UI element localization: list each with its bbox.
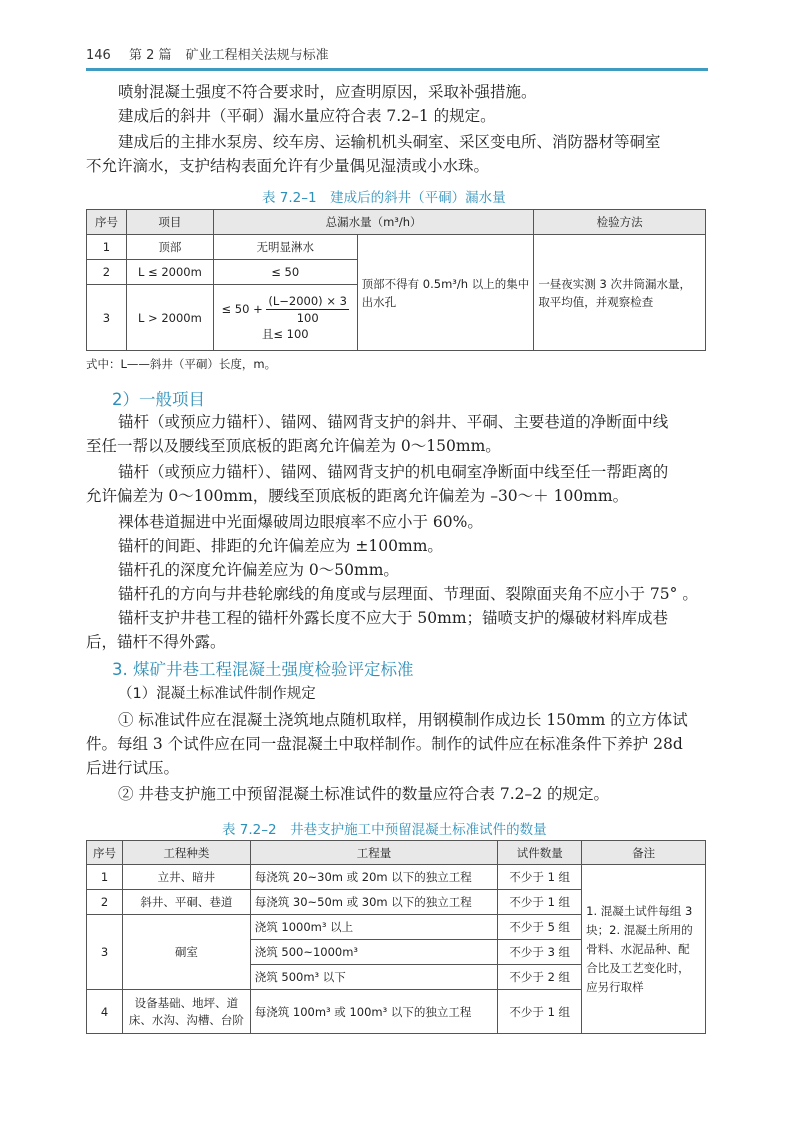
page-number: 146 (86, 48, 111, 63)
running-header (86, 44, 706, 66)
header-rule (86, 68, 708, 71)
t1-row3-no: 3 (87, 285, 127, 351)
t2-row3-type: 硐室 (122, 915, 250, 990)
intro-line-4: 不允许滴水，支护结构表面允许有少量偶见湿渍或小水珠。 (86, 157, 490, 175)
s3-line-4: ② 井巷支护施工中预留混凝土标准试件的数量应符合表 7.2–2 的规定。 (118, 785, 610, 803)
t1-formula-suffix: 且≤ 100 (261, 327, 309, 341)
t2-header-count: 试件数量 (498, 841, 582, 865)
t2-row3-no: 3 (87, 915, 123, 990)
s2-line-1: 锚杆（或预应力锚杆）、锚网、锚网背支护的斜井、平硐、主要巷道的净断面中线 (118, 413, 669, 431)
part-label: 第 2 篇 (128, 48, 172, 63)
t2-header-amount: 工程量 (250, 841, 498, 865)
t2-remark: 1. 混凝土试件每组 3 块；2. 混凝土所用的骨料、水泥品种、配合比及工艺变化时，应另行取样 (582, 865, 706, 1034)
t2-row4-amount: 每浇筑 100m³ 或 100m³ 以下的独立工程 (250, 990, 498, 1034)
s3-subheading: （1）混凝土标准试件制作规定 (118, 686, 316, 702)
t1-header-total: 总漏水量（m³/h） (213, 210, 533, 235)
t1-formula-denominator: 100 (296, 311, 319, 325)
t2-row1-count: 不少于 1 组 (498, 865, 582, 890)
intro-line-3: 建成后的主排水泵房、绞车房、运输机机头硐室、采区变电所、消防器材等硐室 (118, 133, 661, 151)
t2-row1-no: 1 (87, 865, 123, 890)
t2-row1-type: 立井、暗井 (122, 865, 250, 890)
t1-row1-value: 无明显淋水 (213, 235, 357, 260)
s2-line-3: 锚杆（或预应力锚杆）、锚网、锚网背支护的机电硐室净断面中线至任一帮距离的 (118, 463, 669, 481)
t2-header-remark: 备注 (582, 841, 706, 865)
t1-formula-prefix: ≤ 50 + (221, 302, 263, 316)
intro-line-1: 喷射混凝土强度不符合要求时，应查明原因，采取补强措施。 (118, 83, 537, 101)
t2-header-no: 序号 (87, 841, 123, 865)
t2-row4-count: 不少于 1 组 (498, 990, 582, 1034)
s3-line-2: 件。每组 3 个试件应在同一盘混凝土中取样制作。制作的试件应在标准条件下养护 28d (86, 735, 683, 753)
s3-line-1: ① 标准试件应在混凝土浇筑地点随机取样，用钢模制作成边长 150mm 的立方体试 (118, 711, 688, 729)
s2-line-5: 裸体巷道掘进中光面爆破周边眼痕率不应小于 60%。 (118, 513, 483, 531)
t2-row1-amount: 每浇筑 20~30m 或 20m 以下的独立工程 (250, 865, 498, 890)
t2-row2-amount: 每浇筑 30~50m 或 30m 以下的独立工程 (250, 890, 498, 915)
s2-line-10: 后，锚杆不得外露。 (86, 633, 226, 651)
t1-row2-value: ≤ 50 (213, 260, 357, 285)
t1-header-method: 检验方法 (534, 210, 706, 235)
table-7-2-1 (86, 209, 706, 351)
table-7-2-2 (86, 840, 706, 1034)
intro-line-2: 建成后的斜井（平硐）漏水量应符合表 7.2–1 的规定。 (118, 107, 496, 125)
section3-heading: 3. 煤矿井巷工程混凝土强度检验评定标准 (112, 660, 414, 679)
s2-line-6: 锚杆的间距、排距的允许偏差应为 ±100mm。 (118, 537, 443, 555)
t2-header-type: 工程种类 (122, 841, 250, 865)
t2-row3a-count: 不少于 5 组 (498, 915, 582, 940)
t2-row3b-amount: 浇筑 500~1000m³ (250, 940, 498, 965)
t1-shared-note: 顶部不得有 0.5m³/h 以上的集中出水孔 (357, 235, 534, 351)
t2-row3c-amount: 浇筑 500m³ 以下 (250, 965, 498, 990)
table2-caption: 表 7.2–2 井巷支护施工中预留混凝土标准试件的数量 (222, 822, 547, 838)
t1-footnote: 式中：L——斜井（平硐）长度，m。 (86, 357, 277, 371)
header-title: 矿业工程相关法规与标准 (185, 48, 329, 63)
t2-row4-type: 设备基础、地坪、道床、水沟、沟槽、台阶 (122, 990, 250, 1034)
t1-row2-item: L ≤ 2000m (126, 260, 213, 285)
t1-header-item: 项目 (126, 210, 213, 235)
t2-row3b-count: 不少于 3 组 (498, 940, 582, 965)
t1-row1-item: 顶部 (126, 235, 213, 260)
s2-line-2: 至任一帮以及腰线至顶底板的距离允许偏差为 0～150mm。 (86, 437, 501, 455)
t2-row4-no: 4 (87, 990, 123, 1034)
t1-row3-item: L > 2000m (126, 285, 213, 351)
t1-row3-value (213, 285, 357, 351)
s3-line-3: 后进行试压。 (86, 759, 180, 777)
t2-row2-type: 斜井、平硐、巷道 (122, 890, 250, 915)
t2-row3a-amount: 浇筑 1000m³ 以上 (250, 915, 498, 940)
s2-line-4: 允许偏差为 0～100mm，腰线至顶底板的距离允许偏差为 –30～＋ 100mm。 (86, 487, 629, 505)
t2-row2-count: 不少于 1 组 (498, 890, 582, 915)
t1-formula-fraction (266, 293, 349, 326)
t2-row2-no: 2 (87, 890, 123, 915)
section2-heading: 2）一般项目 (112, 390, 205, 409)
t1-method: 一昼夜实测 3 次井筒漏水量，取平均值，并观察检查 (534, 235, 706, 351)
s2-line-7: 锚杆孔的深度允许偏差应为 0～50mm。 (118, 561, 399, 579)
t1-header-no: 序号 (87, 210, 127, 235)
t1-formula-numerator: (L−2000) × 3 (268, 294, 347, 308)
t1-row1-no: 1 (87, 235, 127, 260)
t2-row3c-count: 不少于 2 组 (498, 965, 582, 990)
s2-line-9: 锚杆支护井巷工程的锚杆外露长度不应大于 50mm；锚喷支护的爆破材料库成巷 (118, 609, 669, 627)
t1-row2-no: 2 (87, 260, 127, 285)
s2-line-8: 锚杆孔的方向与井巷轮廓线的角度或与层理面、节理面、裂隙面夹角不应小于 75° 。 (118, 585, 698, 603)
table1-caption: 表 7.2–1 建成后的斜井（平硐）漏水量 (262, 190, 506, 206)
